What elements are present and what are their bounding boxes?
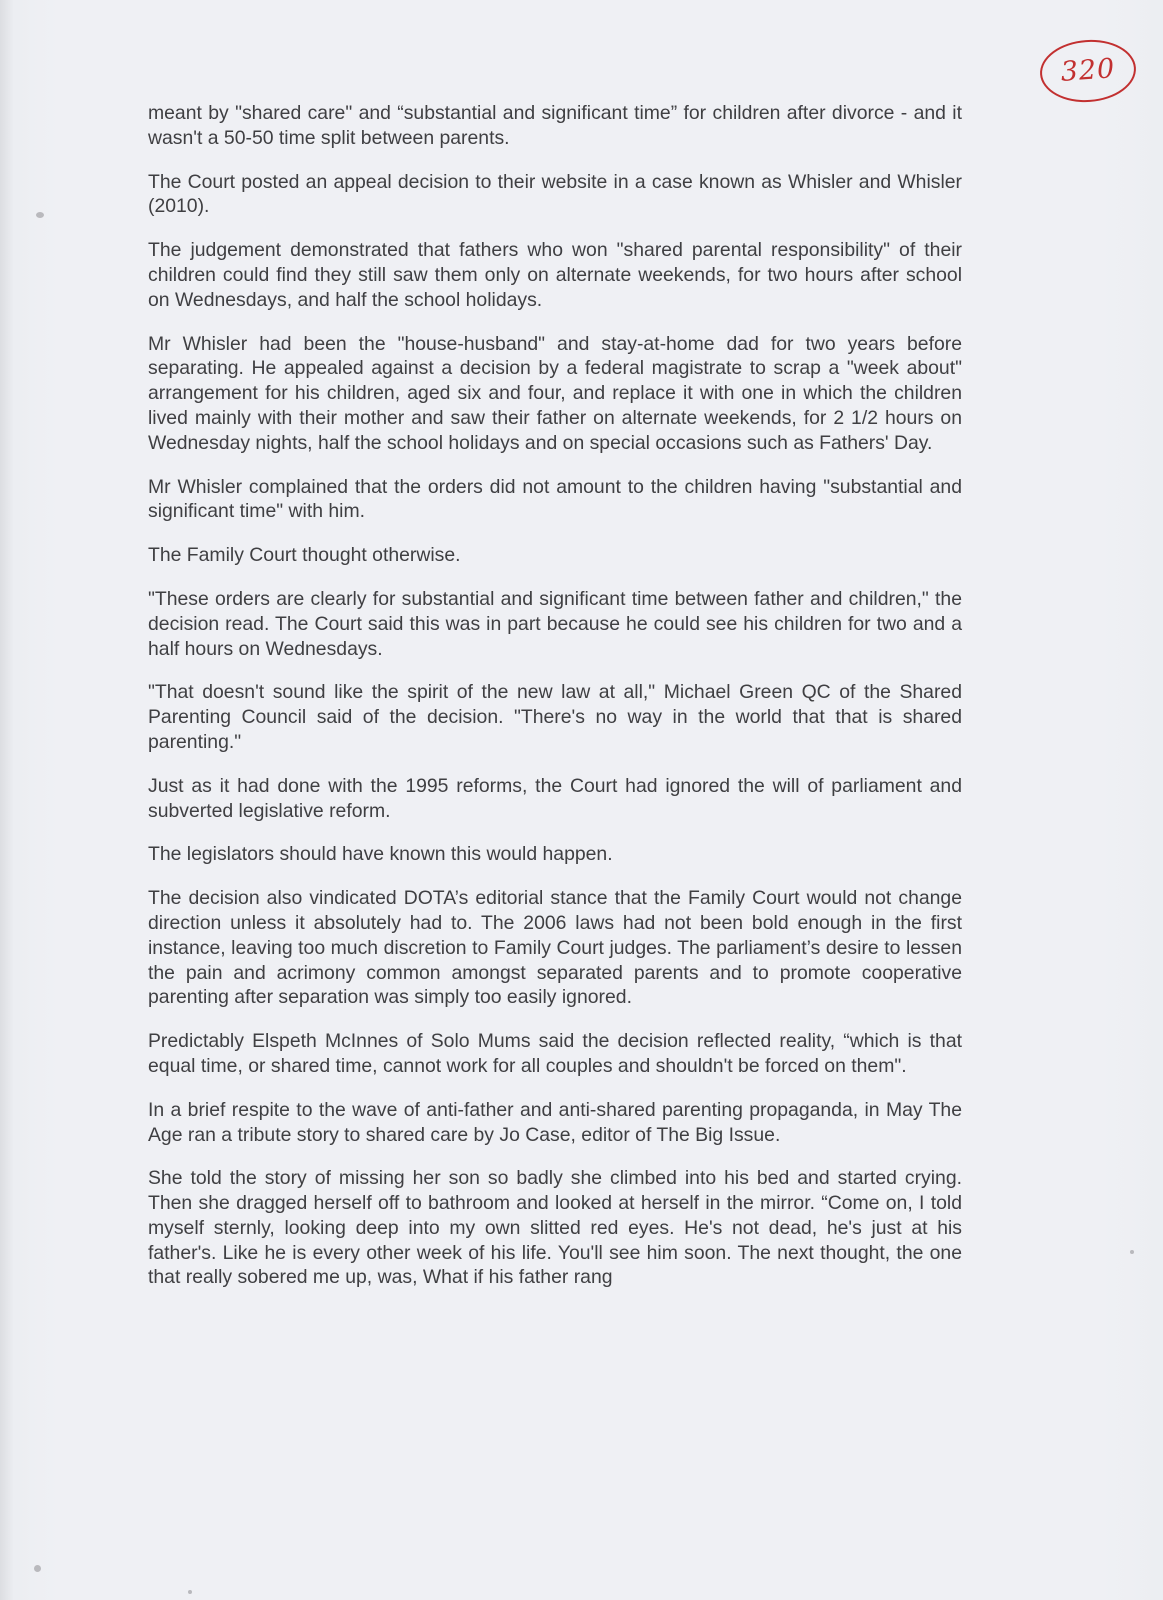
body-text bbox=[148, 101, 962, 1309]
paragraph: In a brief respite to the wave of anti-father and anti-shared parenting propaganda, in May The Age ran a tribute story to shared care by Jo Case, editor of The Big Issue. bbox=[148, 1098, 962, 1146]
scan-speck bbox=[34, 1565, 41, 1572]
paragraph: Just as it had done with the 1995 reforms, the Court had ignored the will of parliament and subverted legislative reform. bbox=[148, 774, 962, 822]
paragraph: The legislators should have known this would happen. bbox=[148, 843, 613, 866]
handwritten-page-number: 320 bbox=[1038, 37, 1138, 106]
paragraph: Mr Whisler complained that the orders did not amount to the children having "substantial and significant time" with him. bbox=[148, 475, 962, 523]
paragraph: The Family Court thought otherwise. bbox=[148, 544, 461, 567]
paragraph: Mr Whisler had been the "house-husband" and stay-at-home dad for two years before separating. He appealed against a decision by a federal magistrate to scrap a "week about" arrangement for his children, aged six and four, and replace it with one in which the children lived mainly with their mother and saw their father on alternate weekends, for 2 1/2 hours on Wednesday nights, half the school holidays and on special occasions such as Fathers' Day. bbox=[148, 332, 962, 454]
paragraph: She told the story of missing her son so badly she climbed into his bed and started crying. Then she dragged herself off to bathroom and looked at herself in the mirror. “Come on, I told myself sternly, looking deep into my own slitted red eyes. He's not dead, he's just at his father's. Like he is every other week of his life. You'll see him soon. The next thought, the one that really sobered me up, was, What if his father rang bbox=[148, 1167, 962, 1289]
paragraph: Predictably Elspeth McInnes of Solo Mums said the decision reflected reality, “which is that equal time, or shared time, cannot work for all couples and shouldn't be forced on them". bbox=[148, 1030, 962, 1077]
paragraph: "These orders are clearly for substantial and significant time between father and children," the decision read. The Court said this was in part because he could see his children for two and a half hours on Wednesdays. bbox=[148, 587, 962, 660]
paragraph: The decision also vindicated DOTA’s editorial stance that the Family Court would not change direction unless it absolutely had to. The 2006 laws had not been bold enough in the first instance, leaving too much discretion to Family Court judges. The parliament’s desire to lessen the pain and acrimony common amongst separated parents and to promote cooperative parenting after separation was simply too easily ignored. bbox=[148, 887, 962, 1009]
paragraph: meant by "shared care" and “substantial and significant time” for children after divorce - and it wasn't a 50-50 time split between parents. bbox=[148, 102, 962, 149]
scan-speck bbox=[36, 212, 44, 218]
paragraph: The judgement demonstrated that fathers who won "shared parental responsibility" of their children could find they still saw them only on alternate weekends, for two hours after school on Wednesdays, and half the school holidays. bbox=[148, 239, 962, 311]
scan-speck bbox=[1130, 1250, 1134, 1254]
paragraph: The Court posted an appeal decision to their website in a case known as Whisler and Whisler (2010). bbox=[148, 170, 962, 218]
paragraph: "That doesn't sound like the spirit of the new law at all," Michael Green QC of the Shared Parenting Council said of the decision. "There's no way in the world that that is shared parenting." bbox=[148, 681, 962, 753]
scan-speck bbox=[188, 1590, 192, 1594]
